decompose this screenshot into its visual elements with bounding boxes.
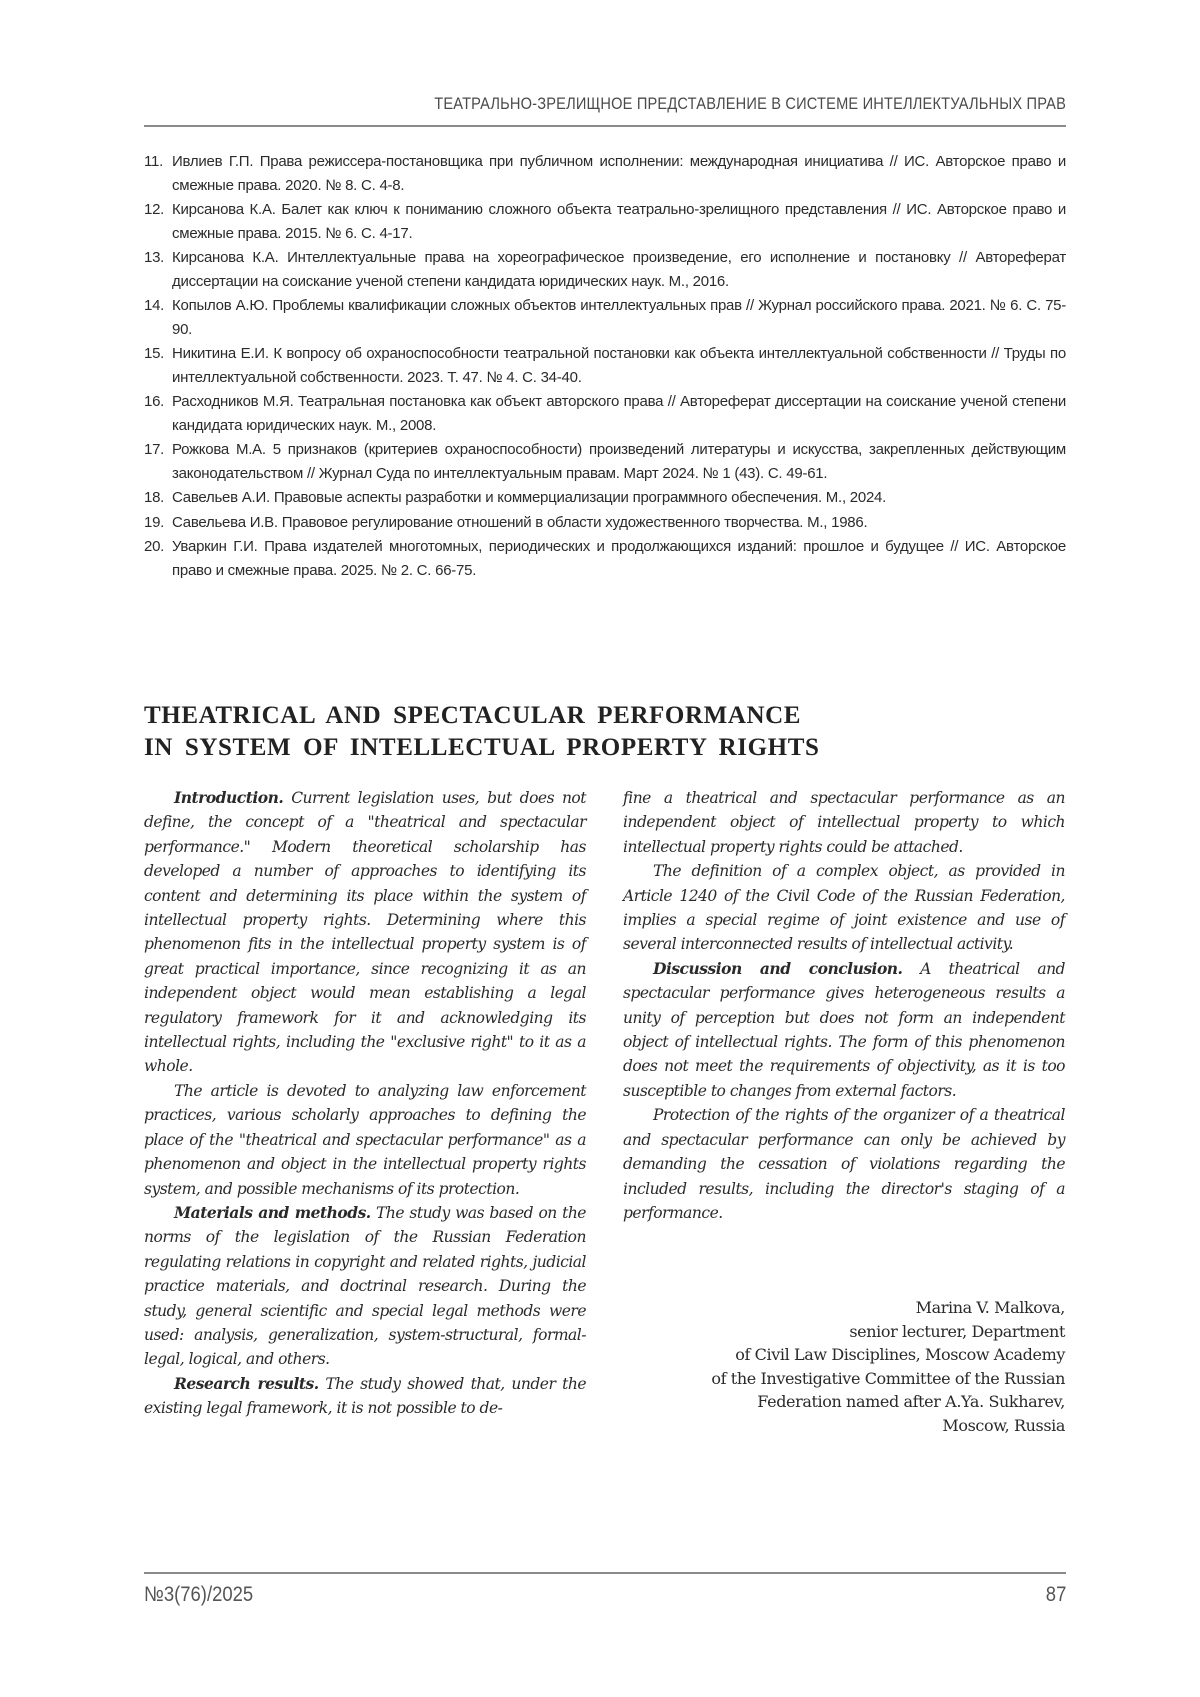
article-title xyxy=(144,700,844,764)
results-continuation: fine a theatrical and spectacular performance as an independent object of intellectual property to which intellectual property rights could be attached. xyxy=(623,789,1065,856)
reference-number: 18. xyxy=(144,489,165,506)
reference-text: Кирсанова К.А. Балет как ключ к пониманию сложного объекта театрально-зрелищного представления // ИС. Авторское право и смежные права. 2015. № 6. С. 4-17. xyxy=(172,201,1066,242)
reference-number: 14. xyxy=(144,297,165,314)
reference-item xyxy=(144,511,1066,535)
introduction-text: Current legislation uses, but does not define, the concept of a "theatrical and spectacular performance." Modern theoretical scholarship has developed a number of approaches to identifying its content and determining its place within the system of intellectual property rights. Determining where this phenomenon fits in the intellectual property system is of great practical importance, since recognizing it as an independent object would mean establishing a legal regulatory framework for it and acknowledging its intellectual rights, including the "exclusive right" to it as a whole. xyxy=(144,789,586,1076)
section-label-materials: Materials and methods. xyxy=(174,1202,371,1222)
results-paragraph-2: The definition of a complex object, as provided in Article 1240 of the Civil Code of the Russian Federation, implies a special regime of joint existence and use of several interconnected results of intellectual activity. xyxy=(623,862,1065,954)
introduction-paragraph-2: The article is devoted to analyzing law enforcement practices, various scholarly approaches to defining the place of the "theatrical and spectacular performance" as a phenomenon and object in the intellectual property rights system, and possible mechanisms of its protection. xyxy=(144,1081,586,1198)
results-text: The study showed that, under the existing legal framework, it is not possible to de- xyxy=(144,1374,586,1418)
article-title-line: IN SYSTEM OF INTELLECTUAL PROPERTY RIGHTS xyxy=(144,734,820,761)
reference-text: Никитина Е.И. К вопросу об охраноспособности театральной постановки как объекта интеллектуальной собственности // Труды по интеллектуальной собственности. 2023. Т. 47. № 4. С. 34-40. xyxy=(172,345,1066,386)
reference-item xyxy=(144,294,1066,341)
reference-item xyxy=(144,246,1066,293)
discussion-paragraph-2: Protection of the rights of the organizer of a theatrical and spectacular performance can only be achieved by demanding the cessation of violations regarding the included results, including the director's staging of a performance. xyxy=(623,1106,1065,1222)
reference-text: Кирсанова К.А. Интеллектуальные права на хореографическое произведение, его исполнение и постановку // Автореферат диссертации на соискание ученой степени кандидата юридических наук. М., 2016. xyxy=(172,249,1066,290)
author-block xyxy=(623,1296,1065,1437)
reference-text: Ивлиев Г.П. Права режиссера-постановщика при публичном исполнении: международная инициатива // ИС. Авторское право и смежные права. 2020. № 8. С. 4-8. xyxy=(172,153,1066,194)
reference-number: 19. xyxy=(144,513,165,531)
running-header: ТЕАТРАЛЬНО-ЗРЕЛИЩНОЕ ПРЕДСТАВЛЕНИЕ В СИСТЕМЕ ИНТЕЛЛЕКТУАЛЬНЫХ ПРАВ xyxy=(434,94,1067,113)
reference-text: Копылов А.Ю. Проблемы квалификации сложных объектов интеллектуальных прав // Журнал российского права. 2021. № 6. С. 75-90. xyxy=(172,297,1066,338)
footer-divider xyxy=(144,1572,1066,1574)
reference-item xyxy=(144,198,1066,245)
issue-number: №3(76)/2025 xyxy=(144,1583,254,1606)
reference-item xyxy=(144,342,1066,389)
reference-item xyxy=(144,150,1066,197)
materials-paragraph xyxy=(144,1201,586,1372)
reference-text: Савельев А.И. Правовые аспекты разработки и коммерциализации программного обеспечения. М., 2024. xyxy=(172,489,887,506)
materials-text: The study was based on the norms of the legislation of the Russian Federation regulating relations in copyright and related rights, judicial practice materials, and doctrinal research. During the study, general scientific and special legal methods were used: analysis, generalization, system-structural, formal-legal, logical, and others. xyxy=(144,1203,586,1369)
abstract-column-right xyxy=(623,786,1065,1225)
header-divider xyxy=(144,125,1066,127)
author-location: Moscow, Russia xyxy=(942,1415,1065,1435)
reference-item xyxy=(144,486,1066,510)
author-affiliation-line: senior lecturer, Department xyxy=(849,1321,1065,1341)
reference-item xyxy=(144,535,1066,582)
reference-number: 17. xyxy=(144,441,165,458)
reference-number: 11. xyxy=(144,153,163,170)
reference-list xyxy=(144,150,1066,583)
author-name: Marina V. Malkova, xyxy=(915,1298,1065,1317)
section-label-discussion: Discussion and conclusion. xyxy=(653,958,903,978)
reference-number: 12. xyxy=(144,201,165,218)
results-paragraph xyxy=(144,1372,586,1421)
section-label-introduction: Introduction. xyxy=(174,788,284,807)
reference-text: Рожкова М.А. 5 признаков (критериев охраноспособности) произведений литературы и искусства, закрепленных действующим законодательством // Журнал Суда по интеллектуальным правам. Март 2024. № 1 (43). С. 49-61. xyxy=(172,441,1066,482)
author-affiliation-line: of the Investigative Committee of the Russian xyxy=(711,1368,1065,1388)
reference-number: 20. xyxy=(144,538,165,555)
reference-item xyxy=(144,390,1066,437)
reference-number: 15. xyxy=(144,345,165,362)
reference-item xyxy=(144,438,1066,485)
reference-text: Савельева И.В. Правовое регулирование отношений в области художественного творчества. М., 1986. xyxy=(172,513,868,531)
discussion-paragraph xyxy=(623,957,1065,1103)
reference-text: Уваркин Г.И. Права издателей многотомных, периодических и продолжающихся изданий: прошлое и будущее // ИС. Авторское право и смежные права. 2025. № 2. С. 66-75. xyxy=(172,538,1066,579)
reference-number: 16. xyxy=(144,393,165,410)
author-affiliation-line: Federation named after A.Ya. Sukharev, xyxy=(757,1392,1065,1411)
abstract-column-left xyxy=(144,786,586,1421)
author-affiliation-line: of Civil Law Disciplines, Moscow Academy xyxy=(735,1345,1065,1364)
page-number: 87 xyxy=(1045,1583,1066,1606)
section-label-results: Research results. xyxy=(174,1373,319,1393)
article-title-line: THEATRICAL AND SPECTACULAR PERFORMANCE xyxy=(144,702,802,729)
reference-text: Расходников М.Я. Театральная постановка как объект авторского права // Автореферат диссертации на соискание ученой степени кандидата юридических наук. М., 2008. xyxy=(172,393,1066,434)
discussion-text: A theatrical and spectacular performance gives heterogeneous results a unity of perception but does not form an independent object of intellectual rights. The form of this phenomenon does not meet the requirements of objectivity, as it is too susceptible to changes from external factors. xyxy=(623,959,1065,1100)
reference-number: 13. xyxy=(144,249,165,266)
introduction-paragraph xyxy=(144,786,586,1079)
